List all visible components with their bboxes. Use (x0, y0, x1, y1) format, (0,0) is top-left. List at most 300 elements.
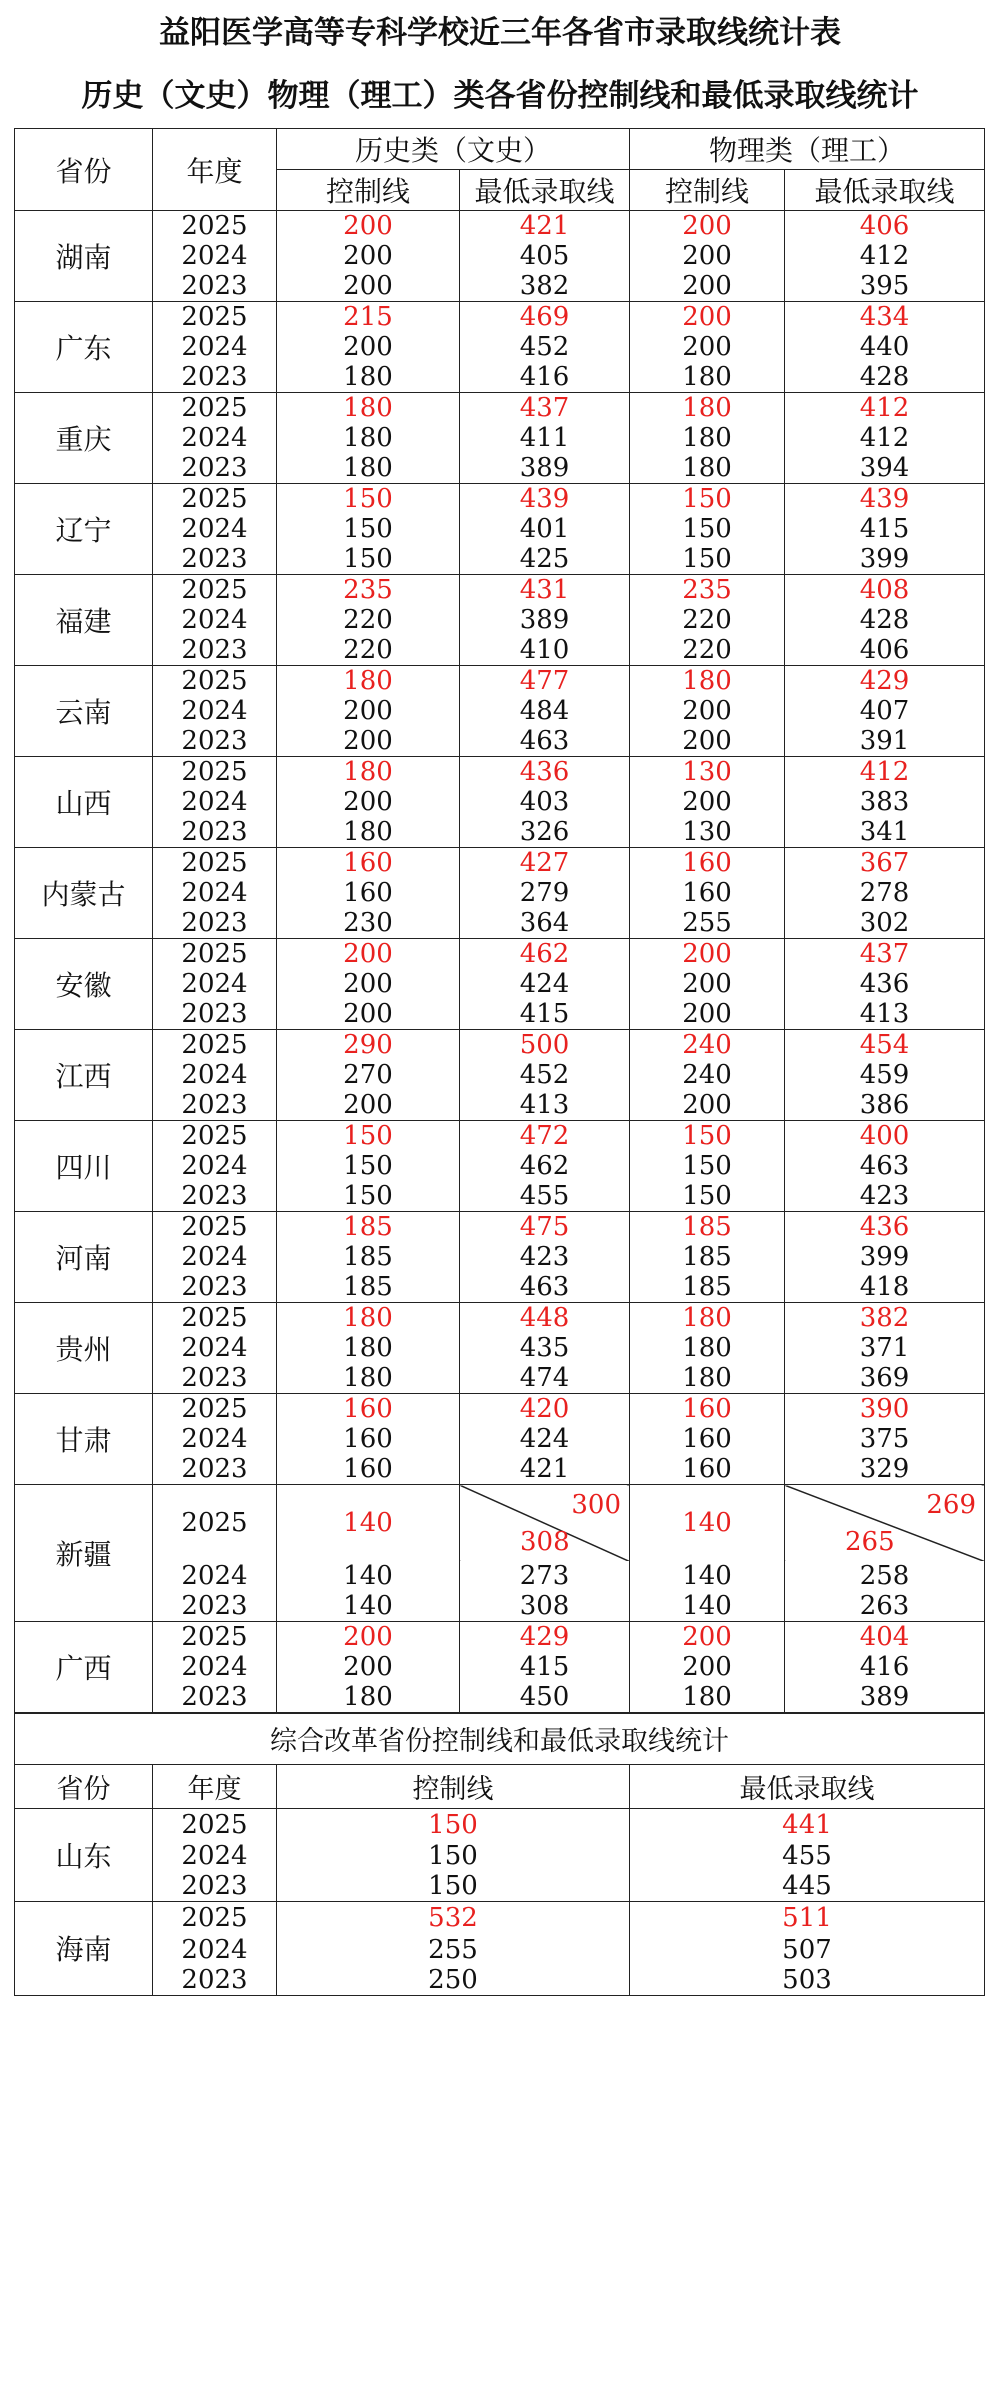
province-cell: 广东 (15, 302, 153, 393)
physics-min-score-cell: 412 (785, 241, 985, 271)
history-control-cell: 140 (277, 1561, 460, 1591)
physics-min-score-cell: 258 (785, 1561, 985, 1591)
province-cell: 广西 (15, 1621, 153, 1712)
physics-control-cell: 185 (630, 1212, 785, 1243)
table-row (15, 1060, 985, 1090)
year-cell: 2024 (153, 605, 277, 635)
physics-min-score-cell: 434 (785, 302, 985, 333)
table-row (15, 453, 985, 484)
physics-min-score-cell: 399 (785, 544, 985, 575)
physics-min-score-cell: 341 (785, 817, 985, 848)
control-cell: 250 (277, 1965, 630, 1996)
split-top-value: 269 (926, 1490, 977, 1520)
physics-min-score-cell: 383 (785, 787, 985, 817)
year-cell: 2025 (153, 1030, 277, 1061)
table-row (15, 666, 985, 697)
history-min-score-cell: 437 (460, 393, 630, 424)
table-row (15, 1485, 985, 1561)
table-row (15, 393, 985, 424)
province-cell: 海南 (15, 1902, 153, 1996)
year-cell: 2024 (153, 514, 277, 544)
history-control-cell: 200 (277, 1652, 460, 1682)
table-row (15, 302, 985, 333)
history-min-score-cell: 326 (460, 817, 630, 848)
history-control-cell: 160 (277, 1394, 460, 1425)
history-min-score-cell: 472 (460, 1121, 630, 1152)
history-min-score-cell: 411 (460, 423, 630, 453)
min-score-cell: 503 (630, 1965, 985, 1996)
history-min-score-split-cell (460, 1485, 630, 1561)
physics-min-score-cell: 415 (785, 514, 985, 544)
physics-control-cell: 160 (630, 848, 785, 879)
control-cell: 150 (277, 1871, 630, 1902)
history-min-score-cell: 401 (460, 514, 630, 544)
year-cell: 2025 (153, 666, 277, 697)
table-row (15, 484, 985, 515)
physics-control-cell: 185 (630, 1242, 785, 1272)
history-control-cell: 160 (277, 1424, 460, 1454)
year-cell: 2023 (153, 635, 277, 666)
year-cell: 2024 (153, 969, 277, 999)
province-cell: 重庆 (15, 393, 153, 484)
header-history-min-score: 最低录取线 (460, 170, 630, 211)
year-cell: 2024 (153, 1333, 277, 1363)
history-control-cell: 180 (277, 817, 460, 848)
table-row (15, 1652, 985, 1682)
physics-control-cell: 180 (630, 1682, 785, 1713)
min-score-cell: 507 (630, 1935, 985, 1965)
table-row (15, 332, 985, 362)
history-control-cell: 200 (277, 332, 460, 362)
year-cell: 2025 (153, 1808, 277, 1841)
history-min-score-cell: 425 (460, 544, 630, 575)
physics-min-score-cell: 437 (785, 939, 985, 970)
physics-min-score-cell: 416 (785, 1652, 985, 1682)
history-min-score-cell: 429 (460, 1621, 630, 1652)
history-min-score-cell: 364 (460, 908, 630, 939)
physics-control-cell: 150 (630, 514, 785, 544)
min-score-cell: 445 (630, 1871, 985, 1902)
table-row (15, 1272, 985, 1303)
year-cell: 2024 (153, 332, 277, 362)
history-min-score-cell: 424 (460, 1424, 630, 1454)
physics-control-cell: 150 (630, 1121, 785, 1152)
year-cell: 2024 (153, 1242, 277, 1272)
physics-control-cell: 150 (630, 1181, 785, 1212)
physics-control-cell: 160 (630, 1394, 785, 1425)
control-cell: 532 (277, 1902, 630, 1935)
physics-min-score-cell: 436 (785, 969, 985, 999)
history-control-cell: 200 (277, 999, 460, 1030)
year-cell: 2023 (153, 1871, 277, 1902)
history-control-cell: 220 (277, 635, 460, 666)
province-cell: 四川 (15, 1121, 153, 1212)
table-row (15, 1090, 985, 1121)
year-cell: 2024 (153, 1841, 277, 1871)
year-cell: 2023 (153, 1363, 277, 1394)
physics-control-cell: 180 (630, 362, 785, 393)
table-row (15, 1935, 985, 1965)
year-cell: 2023 (153, 271, 277, 302)
history-min-score-cell: 463 (460, 726, 630, 757)
history-min-score-cell: 421 (460, 211, 630, 242)
table-row (15, 1333, 985, 1363)
province-cell: 安徽 (15, 939, 153, 1030)
physics-min-score-cell: 418 (785, 1272, 985, 1303)
province-cell: 新疆 (15, 1485, 153, 1622)
history-min-score-cell: 452 (460, 332, 630, 362)
province-cell: 辽宁 (15, 484, 153, 575)
physics-min-score-cell: 412 (785, 757, 985, 788)
table-row (15, 1181, 985, 1212)
year-cell: 2023 (153, 1181, 277, 1212)
reform-header-year: 年度 (153, 1764, 277, 1808)
header-year: 年度 (153, 129, 277, 211)
physics-min-score-cell: 278 (785, 878, 985, 908)
table-row (15, 1902, 985, 1935)
history-control-cell: 200 (277, 939, 460, 970)
page-title: 益阳医学高等专科学校近三年各省市录取线统计表 (159, 15, 841, 51)
year-cell: 2025 (153, 1212, 277, 1243)
physics-control-cell: 200 (630, 726, 785, 757)
physics-control-cell: 220 (630, 605, 785, 635)
history-min-score-cell: 416 (460, 362, 630, 393)
history-min-score-cell: 431 (460, 575, 630, 606)
physics-control-cell: 130 (630, 817, 785, 848)
history-min-score-cell: 308 (460, 1591, 630, 1622)
table-row (15, 1591, 985, 1622)
physics-min-score-cell: 369 (785, 1363, 985, 1394)
history-control-cell: 180 (277, 423, 460, 453)
control-cell: 150 (277, 1808, 630, 1841)
history-min-score-cell: 423 (460, 1242, 630, 1272)
history-control-cell: 150 (277, 484, 460, 515)
history-control-cell: 180 (277, 757, 460, 788)
table-row (15, 726, 985, 757)
year-cell: 2025 (153, 302, 277, 333)
year-cell: 2023 (153, 1965, 277, 1996)
physics-control-cell: 240 (630, 1060, 785, 1090)
year-cell: 2024 (153, 1151, 277, 1181)
reform-header-min-score: 最低录取线 (630, 1764, 985, 1808)
history-control-cell: 180 (277, 362, 460, 393)
physics-control-cell: 200 (630, 939, 785, 970)
physics-control-cell: 200 (630, 1090, 785, 1121)
history-min-score-cell: 462 (460, 939, 630, 970)
physics-control-cell: 180 (630, 666, 785, 697)
reform-header-control: 控制线 (277, 1764, 630, 1808)
history-control-cell: 150 (277, 544, 460, 575)
history-min-score-cell: 421 (460, 1454, 630, 1485)
history-min-score-cell: 389 (460, 453, 630, 484)
physics-control-cell: 200 (630, 1652, 785, 1682)
physics-min-score-cell: 391 (785, 726, 985, 757)
physics-min-score-cell: 413 (785, 999, 985, 1030)
reform-province-score-table (14, 1713, 985, 1996)
table-row (15, 211, 985, 242)
control-cell: 255 (277, 1935, 630, 1965)
table-row (15, 1151, 985, 1181)
physics-control-cell: 255 (630, 908, 785, 939)
table-row (15, 878, 985, 908)
header-history: 历史类（文史） (277, 129, 630, 170)
physics-control-cell: 200 (630, 787, 785, 817)
year-cell: 2025 (153, 1902, 277, 1935)
header-province: 省份 (15, 129, 153, 211)
history-min-score-cell: 475 (460, 1212, 630, 1243)
history-min-score-cell: 455 (460, 1181, 630, 1212)
history-control-cell: 200 (277, 726, 460, 757)
history-min-score-cell: 439 (460, 484, 630, 515)
table-row (15, 544, 985, 575)
history-control-cell: 180 (277, 1682, 460, 1713)
physics-control-cell: 180 (630, 393, 785, 424)
physics-control-cell: 235 (630, 575, 785, 606)
history-min-score-cell: 436 (460, 757, 630, 788)
table-row (15, 362, 985, 393)
history-control-cell: 200 (277, 696, 460, 726)
table-row (15, 1871, 985, 1902)
table-row (15, 757, 985, 788)
year-cell: 2025 (153, 1621, 277, 1652)
table-row (15, 787, 985, 817)
province-cell: 贵州 (15, 1303, 153, 1394)
table-row (15, 1030, 985, 1061)
physics-min-score-cell: 400 (785, 1121, 985, 1152)
year-cell: 2024 (153, 241, 277, 271)
table-row (15, 1682, 985, 1713)
table-row (15, 635, 985, 666)
control-cell: 150 (277, 1841, 630, 1871)
physics-min-score-cell: 436 (785, 1212, 985, 1243)
physics-control-cell: 150 (630, 544, 785, 575)
history-control-cell: 185 (277, 1272, 460, 1303)
physics-min-score-cell: 406 (785, 635, 985, 666)
split-bottom-value: 308 (520, 1526, 570, 1557)
year-cell: 2025 (153, 1485, 277, 1561)
physics-min-score-cell: 394 (785, 453, 985, 484)
history-min-score-cell: 427 (460, 848, 630, 879)
history-min-score-cell: 435 (460, 1333, 630, 1363)
history-min-score-cell: 450 (460, 1682, 630, 1713)
header-physics: 物理类（理工） (630, 129, 985, 170)
table-row (15, 1121, 985, 1152)
reform-subtitle: 综合改革省份控制线和最低录取线统计 (15, 1713, 985, 1764)
physics-min-score-cell: 408 (785, 575, 985, 606)
table-row (15, 1841, 985, 1871)
history-control-cell: 200 (277, 241, 460, 271)
history-control-cell: 180 (277, 453, 460, 484)
table-row (15, 848, 985, 879)
year-cell: 2024 (153, 1561, 277, 1591)
year-cell: 2025 (153, 848, 277, 879)
province-cell: 江西 (15, 1030, 153, 1121)
year-cell: 2023 (153, 1682, 277, 1713)
history-control-cell: 220 (277, 605, 460, 635)
province-cell: 福建 (15, 575, 153, 666)
history-control-cell: 230 (277, 908, 460, 939)
table-row (15, 1965, 985, 1996)
history-control-cell: 200 (277, 211, 460, 242)
year-cell: 2023 (153, 1090, 277, 1121)
table-row (15, 696, 985, 726)
history-min-score-cell: 415 (460, 999, 630, 1030)
history-control-cell: 180 (277, 666, 460, 697)
province-cell: 湖南 (15, 211, 153, 302)
physics-min-score-cell: 459 (785, 1060, 985, 1090)
history-physics-score-table (14, 128, 985, 1713)
header-physics-min-score: 最低录取线 (785, 170, 985, 211)
physics-control-cell: 200 (630, 999, 785, 1030)
physics-control-cell: 200 (630, 969, 785, 999)
history-min-score-cell: 420 (460, 1394, 630, 1425)
history-min-score-cell: 452 (460, 1060, 630, 1090)
table-row (15, 514, 985, 544)
physics-min-score-cell: 406 (785, 211, 985, 242)
physics-min-score-cell: 367 (785, 848, 985, 879)
history-control-cell: 180 (277, 1303, 460, 1334)
header-history-control: 控制线 (277, 170, 460, 211)
physics-min-score-cell: 428 (785, 605, 985, 635)
physics-min-score-cell: 404 (785, 1621, 985, 1652)
table-row (15, 939, 985, 970)
physics-min-score-cell: 329 (785, 1454, 985, 1485)
history-control-cell: 150 (277, 514, 460, 544)
physics-min-score-cell: 302 (785, 908, 985, 939)
history-min-score-cell: 463 (460, 1272, 630, 1303)
physics-min-score-cell: 439 (785, 484, 985, 515)
physics-min-score-cell: 263 (785, 1591, 985, 1622)
page-subtitle: 历史（文史）物理（理工）类各省份控制线和最低录取线统计 (81, 78, 919, 114)
year-cell: 2023 (153, 908, 277, 939)
table-row (15, 1394, 985, 1425)
year-cell: 2023 (153, 1454, 277, 1485)
physics-control-cell: 160 (630, 1424, 785, 1454)
physics-control-cell: 140 (630, 1561, 785, 1591)
history-control-cell: 270 (277, 1060, 460, 1090)
physics-min-score-cell: 382 (785, 1303, 985, 1334)
physics-control-cell: 180 (630, 1303, 785, 1334)
history-min-score-cell: 484 (460, 696, 630, 726)
table-row (15, 271, 985, 302)
physics-min-score-split-cell (785, 1485, 985, 1561)
history-min-score-cell: 410 (460, 635, 630, 666)
year-cell: 2023 (153, 726, 277, 757)
min-score-cell: 455 (630, 1841, 985, 1871)
physics-control-cell: 200 (630, 332, 785, 362)
year-cell: 2025 (153, 939, 277, 970)
physics-min-score-cell: 454 (785, 1030, 985, 1061)
header-physics-control: 控制线 (630, 170, 785, 211)
history-control-cell: 160 (277, 878, 460, 908)
year-cell: 2023 (153, 999, 277, 1030)
history-control-cell: 200 (277, 969, 460, 999)
physics-control-cell: 200 (630, 271, 785, 302)
province-cell: 甘肃 (15, 1394, 153, 1485)
physics-min-score-cell: 395 (785, 271, 985, 302)
physics-control-cell: 160 (630, 878, 785, 908)
year-cell: 2025 (153, 1121, 277, 1152)
physics-min-score-cell: 386 (785, 1090, 985, 1121)
year-cell: 2025 (153, 1394, 277, 1425)
table-row (15, 1454, 985, 1485)
history-control-cell: 290 (277, 1030, 460, 1061)
history-min-score-cell: 382 (460, 271, 630, 302)
year-cell: 2024 (153, 878, 277, 908)
table-row (15, 423, 985, 453)
province-cell: 山西 (15, 757, 153, 848)
physics-control-cell: 150 (630, 484, 785, 515)
history-control-cell: 200 (277, 271, 460, 302)
table-row (15, 1561, 985, 1591)
year-cell: 2024 (153, 787, 277, 817)
year-cell: 2025 (153, 211, 277, 242)
history-control-cell: 200 (277, 1621, 460, 1652)
year-cell: 2023 (153, 362, 277, 393)
physics-min-score-cell: 440 (785, 332, 985, 362)
split-top-value: 300 (571, 1490, 622, 1520)
history-min-score-cell: 273 (460, 1561, 630, 1591)
table-row (15, 1212, 985, 1243)
year-cell: 2024 (153, 1060, 277, 1090)
history-min-score-cell: 424 (460, 969, 630, 999)
table-row (15, 241, 985, 271)
min-score-cell: 441 (630, 1808, 985, 1841)
physics-control-cell: 180 (630, 1363, 785, 1394)
history-control-cell: 150 (277, 1121, 460, 1152)
history-min-score-cell: 462 (460, 1151, 630, 1181)
history-min-score-cell: 477 (460, 666, 630, 697)
physics-control-cell: 180 (630, 453, 785, 484)
history-control-cell: 200 (277, 787, 460, 817)
year-cell: 2023 (153, 453, 277, 484)
table-row (15, 908, 985, 939)
history-min-score-cell: 279 (460, 878, 630, 908)
physics-control-cell: 180 (630, 423, 785, 453)
history-control-cell: 185 (277, 1212, 460, 1243)
history-control-cell: 150 (277, 1151, 460, 1181)
physics-min-score-cell: 375 (785, 1424, 985, 1454)
year-cell: 2025 (153, 757, 277, 788)
history-control-cell: 180 (277, 393, 460, 424)
history-control-cell: 180 (277, 1363, 460, 1394)
physics-control-cell: 160 (630, 1454, 785, 1485)
table-row (15, 1303, 985, 1334)
physics-min-score-cell: 407 (785, 696, 985, 726)
table-row (15, 999, 985, 1030)
table-row (15, 1621, 985, 1652)
table-row (15, 969, 985, 999)
physics-min-score-cell: 399 (785, 1242, 985, 1272)
province-cell: 内蒙古 (15, 848, 153, 939)
year-cell: 2025 (153, 575, 277, 606)
min-score-cell: 511 (630, 1902, 985, 1935)
history-control-cell: 160 (277, 1454, 460, 1485)
table-row (15, 605, 985, 635)
year-cell: 2024 (153, 1424, 277, 1454)
history-min-score-cell: 474 (460, 1363, 630, 1394)
year-cell: 2025 (153, 393, 277, 424)
physics-control-cell: 200 (630, 302, 785, 333)
physics-min-score-cell: 412 (785, 393, 985, 424)
history-control-cell: 150 (277, 1181, 460, 1212)
year-cell: 2023 (153, 544, 277, 575)
history-min-score-cell: 405 (460, 241, 630, 271)
reform-header-province: 省份 (15, 1764, 153, 1808)
history-control-cell: 215 (277, 302, 460, 333)
table-row (15, 575, 985, 606)
province-cell: 云南 (15, 666, 153, 757)
